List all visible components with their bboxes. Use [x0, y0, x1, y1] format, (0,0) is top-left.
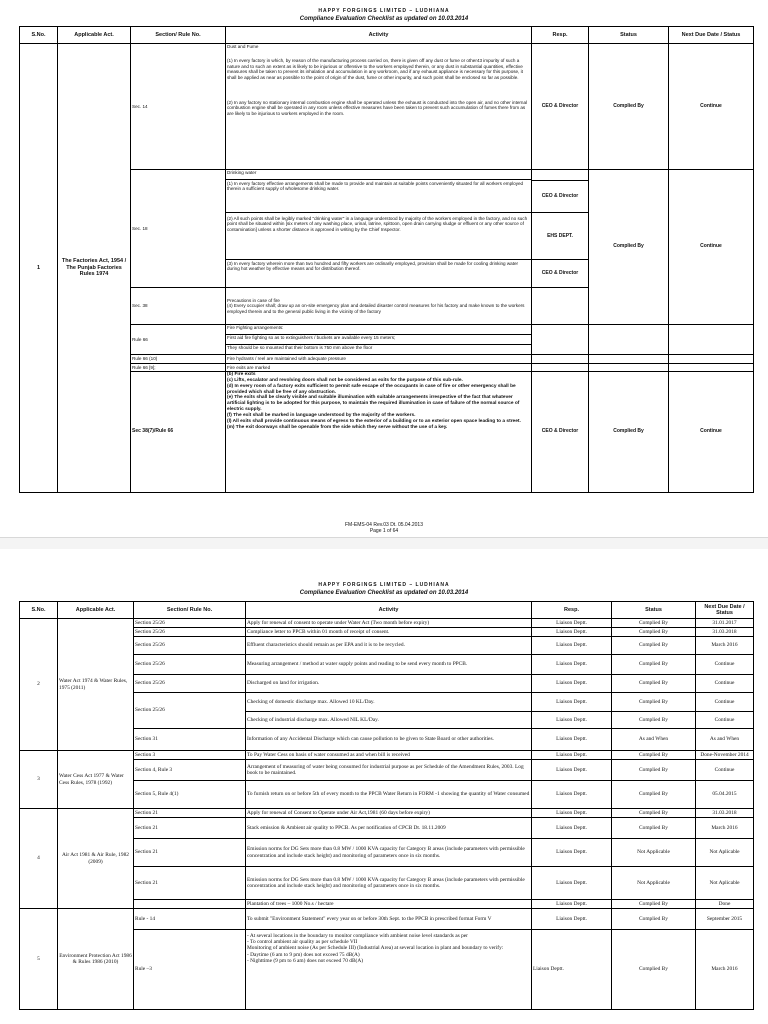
status-cell: Complied By	[589, 44, 669, 170]
col-header-activity: Activity	[226, 27, 532, 44]
status-cell	[589, 364, 669, 372]
col-header-resp: Resp.	[532, 27, 589, 44]
activity-cell	[226, 44, 532, 170]
section-cell: Rule –3	[134, 930, 246, 1010]
next-due-cell: 31.03.2018	[696, 809, 754, 818]
activity-cell	[226, 288, 532, 325]
activity-paragraph: (3) In every factory wherein more than two hundred and fifty workers are ordinarily employed, provision shall be made for cooling drinking water during hot weather by effective means and for distribution thereof.	[227, 261, 519, 272]
next-due-cell: March 2016	[696, 818, 754, 839]
next-due-cell: Done	[696, 900, 754, 909]
resp-cell: Liaison Deptt.	[532, 693, 612, 712]
section-cell: Rule 66 [9];	[131, 364, 226, 372]
page-2	[0, 548, 768, 1024]
sno-cell: 3	[20, 751, 58, 809]
section-cell: Section 25/26	[134, 655, 246, 675]
status-cell	[589, 355, 669, 364]
next-due-cell: Continue	[669, 170, 754, 325]
section-cell: Rule 66	[131, 325, 226, 355]
activity-title: Drinking water	[226, 170, 531, 180]
section-cell: Sec 38(7)/Rule 66	[131, 372, 226, 493]
sno-cell: 5	[20, 909, 58, 1010]
status-cell: Complied By	[612, 751, 696, 760]
act-cell: Environment Protection Act 1986 & Rules 1986 (2010)	[58, 909, 134, 1010]
activity-cell: Arrangement of measuring of water being consumed for industrial purpose as per Schedule of the Amendment Rules, 2003. Log book to be maintained.	[246, 760, 532, 781]
page-number: Page 1 of 64	[369, 528, 399, 535]
activity-cell: Fire exits are marked	[226, 364, 532, 372]
resp-cell: Liaison Deptt.	[532, 655, 612, 675]
activity-title: Dust and Fume	[227, 44, 259, 49]
activity-paragraph: (2) All such points shall be legibly marked "drinking water" in a language understood by majority of the workers employed in the factory, and no such point shall be situated within [six meters of any washing place, urinal, latrine, spittoon, open drain carrying sludge or effluent or any other source of contamination] unless a shorter distance is approved in writing by the Chief Inspector.	[226, 213, 531, 260]
status-cell: Complied By	[612, 930, 696, 1010]
table-row	[20, 751, 754, 760]
activity-line: They should be so mounted that their bottom is 750 mm above the floor	[227, 345, 373, 350]
resp-value: EHS DEPT.	[532, 213, 588, 260]
activity-cell	[226, 325, 532, 355]
activity-line: (m) The exit doorways shall be openable from the side which they serve without the use of a key.	[227, 424, 448, 430]
next-due-cell: Not Aplicable	[696, 867, 754, 900]
col-header-section: Section/ Rule No.	[134, 602, 246, 619]
section-cell: Section 25/26	[134, 637, 246, 655]
activity-cell	[246, 930, 532, 1010]
activity-line: Monitoring of ambient noise (As per Schedule III) (Industrial Area) at several location in plant and boundary to verify:	[247, 945, 504, 952]
resp-cell: Liaison Deptt.	[532, 675, 612, 693]
resp-cell: Liaison Deptt.	[532, 751, 612, 760]
col-header-sno: S.No.	[20, 27, 58, 44]
resp-cell: Liaison Deptt.	[532, 760, 612, 781]
table-row	[20, 809, 754, 818]
table-row	[20, 909, 754, 930]
status-cell: Complied By	[612, 712, 696, 729]
section-cell: Section 25/26	[134, 693, 246, 729]
next-due-cell: Continue	[669, 372, 754, 493]
activity-line: First aid fire fighting so as to extinguishers / buckets are available every 15 meters;	[226, 335, 531, 345]
resp-cell: CEO & Director	[532, 44, 589, 170]
resp-cell: Liaison Deptt.	[532, 809, 612, 818]
next-due-cell: Continue	[696, 675, 754, 693]
activity-cell: Fire hydrants / reel are maintained with adequate pressure	[226, 355, 532, 364]
next-due-cell: Continue	[669, 44, 754, 170]
status-cell: As and When	[612, 729, 696, 751]
resp-cell: Liaison Deptt.	[532, 839, 612, 867]
col-header-activity: Activity	[246, 602, 532, 619]
resp-cell	[532, 355, 589, 364]
company-title: HAPPY FORGINGS LIMITED – LUDHIANA	[318, 8, 450, 14]
resp-cell	[532, 170, 589, 288]
section-cell: Sec. 14	[131, 44, 226, 170]
resp-cell	[532, 364, 589, 372]
checklist-subtitle: Compliance Evaluation Checklist as updated on 10.03.2014	[299, 590, 469, 596]
status-cell: Complied By	[612, 818, 696, 839]
status-cell: Complied By	[612, 809, 696, 818]
col-header-next-due: Next Due Date / Status	[696, 602, 754, 619]
resp-cell: Liaison Deptt.	[532, 818, 612, 839]
next-due-cell: March 2016	[696, 930, 754, 1010]
activity-paragraph: (4) Every occupier shall; draw up an on-site emergency plan and detailed disaster control measures for his factory and make known to the workers employed therein and to the general public living in the vicinity of the factory	[227, 303, 525, 314]
status-cell: Not Applicable	[612, 839, 696, 867]
section-cell: Sec. 18	[131, 170, 226, 288]
resp-cell: Liaison Deptt.	[532, 930, 612, 1010]
table-row	[20, 355, 754, 364]
resp-cell: Liaison Deptt.	[532, 781, 612, 809]
compliance-table-page2	[19, 601, 754, 1010]
activity-line: (f) The exit shall be marked in language understood by the majority of the workers.	[227, 412, 416, 418]
next-due-cell: Continue	[696, 760, 754, 781]
next-due-cell: 31.01.2017	[696, 619, 754, 628]
section-cell: Section 21	[134, 839, 246, 867]
section-cell: Section 31	[134, 729, 246, 751]
resp-cell: Liaison Deptt.	[532, 628, 612, 637]
table-row	[20, 364, 754, 372]
activity-cell: To furnish return on or before 5th of every month to the PPCB Water Return in FORM -1 showing the quantity of Water consumed	[246, 781, 532, 809]
col-header-act: Applicable Act.	[58, 602, 134, 619]
next-due-cell: September 2015	[696, 909, 754, 930]
status-cell: Complied By	[612, 619, 696, 628]
activity-line: Fire Fighting arrangements:	[226, 325, 531, 335]
sno-cell: 2	[20, 619, 58, 751]
act-cell: Water Cess Act 1977 & Water Cess Rules, 1978 (1992)	[58, 751, 134, 809]
checklist-subtitle: Compliance Evaluation Checklist as updated on 10.03.2014	[299, 16, 469, 22]
resp-cell: Liaison Deptt.	[532, 712, 612, 729]
act-cell: Air Act 1981 & Air Rule, 1982 (2009)	[58, 809, 134, 909]
status-cell: Complied By	[612, 637, 696, 655]
status-cell: Complied By	[612, 675, 696, 693]
activity-cell: Checking of industrial discharge max. Allowed NIL KL/Day.	[246, 712, 532, 729]
next-due-cell: Continue	[696, 655, 754, 675]
activity-paragraph: Precautions in case of fire	[227, 297, 280, 303]
status-cell	[589, 325, 669, 355]
status-cell: Not Applicable	[612, 867, 696, 900]
resp-cell: Liaison Deptt.	[532, 637, 612, 655]
status-cell: Complied By	[612, 655, 696, 675]
resp-value: CEO & Director	[541, 269, 579, 276]
next-due-cell: 31.03.2018	[696, 628, 754, 637]
next-due-cell: 05.04.2015	[696, 781, 754, 809]
next-due-cell: Done-November 2014	[696, 751, 754, 760]
status-cell: Complied By	[612, 900, 696, 909]
resp-cell: Liaison Deptt.	[532, 909, 612, 930]
section-cell: Section 25/26	[134, 619, 246, 628]
activity-line: (d) In every room of a factory exits sufficient to permit safe escape of the occupants in case of fire or other emergency shall be provided which shall be free of any obstruction.	[227, 383, 516, 395]
activity-cell: Emission norms for DG Sets more than 0.8 MW / 1000 KVA capacity for Category B areas (include parameters with permissible concentration and include stack height) and monitoring of parameters once in six months.	[246, 839, 532, 867]
activity-cell	[226, 170, 532, 288]
section-cell: Section 21	[134, 818, 246, 839]
activity-line: - Nighttime (9 pm to 6 am) does not exceed 70 dB(A)	[247, 957, 364, 964]
status-cell: Complied By	[612, 781, 696, 809]
activity-cell: Information of any Accidental Discharge which can cause pollution to be given to State Board or other authorities.	[246, 729, 532, 751]
section-cell: Section 21	[134, 809, 246, 818]
company-title: HAPPY FORGINGS LIMITED – LUDHIANA	[318, 582, 450, 588]
activity-cell: Emission norms for DG Sets more than 0.8 MW / 1000 KVA capacity for Category B areas (include parameters with permissible concentration and include stack height) and monitoring of parameters once in six months.	[246, 867, 532, 900]
col-header-resp: Resp.	[532, 602, 612, 619]
resp-value: CEO & Director	[532, 181, 588, 213]
sno-cell: 4	[20, 809, 58, 909]
activity-cell: To Pay Water Cess on basis of water consumed as and when bill is received	[246, 751, 532, 760]
col-header-status: Status	[612, 602, 696, 619]
table-header-row	[20, 27, 754, 44]
activity-line: - To control ambient air quality as per schedule VII	[247, 939, 358, 946]
resp-cell: CEO & Director	[532, 372, 589, 493]
activity-line: (e) The exits shall be clearly visible and suitable illumination with suitable arrangements irrespective of the fact that whatever artificial lighting is to be adopted for this purpose, to maintain the required illumination in case of failure of the normal source of electric supply.	[227, 395, 520, 413]
activity-cell: Apply for renewal of Consent to Operate under Air Act,1981 (60 days before expiry)	[246, 809, 532, 818]
resp-cell	[532, 325, 589, 355]
col-header-sno: S.No.	[20, 602, 58, 619]
next-due-cell	[669, 355, 754, 364]
activity-line: - At several locations in the boundary to monitor compliance with ambient noise level standards as per	[247, 933, 468, 939]
section-cell: Section 3	[134, 751, 246, 760]
activity-paragraph: (1) In every factory effective arrangements shall be made to provide and maintain at suitable points conveniently situated for all workers employed therein a sufficient supply of wholesome drinking water.	[226, 180, 531, 213]
section-cell: Section 25/26	[134, 675, 246, 693]
col-header-status: Status	[589, 27, 669, 44]
next-due-cell: Continue	[696, 693, 754, 712]
status-cell: Complied By	[612, 693, 696, 712]
compliance-table-page1	[19, 26, 754, 493]
next-due-cell: Continue	[696, 712, 754, 729]
col-header-act: Applicable Act.	[58, 27, 131, 44]
status-cell: Complied By	[612, 760, 696, 781]
activity-line: - Daytime (6 am to 9 pm) does not exceed 75 dB(A)	[247, 951, 360, 958]
next-due-cell	[669, 325, 754, 355]
resp-cell: Liaison Deptt.	[532, 619, 612, 628]
col-header-section: Section/ Rule No.	[131, 27, 226, 44]
section-cell: Section 5, Rule 4(1)	[134, 781, 246, 809]
section-cell: Rule - 14	[134, 909, 246, 930]
activity-cell	[226, 372, 532, 493]
activity-line: (c) Lifts, escalator and revolving doors shall not be considered as exits for the purpose of this sub-rule.	[227, 377, 463, 383]
activity-cell: Stack emission & Ambient air quality to PPCB. As per notification of CPCB Dt. 18.11.2009	[246, 818, 532, 839]
resp-cell: Liaison Deptt.	[532, 900, 612, 909]
activity-cell: Discharged on land for irrigation.	[246, 675, 532, 693]
table-row	[20, 170, 754, 288]
activity-paragraph: (1) In every factory in which, by reason of the manufacturing process carried on, there is given off any dust or fume or other43 impurity of such a nature and to such an extent as is likely to be injurious or offensive to the workers employed therein, or any dust in substantial quantities, effective measures shall be taken to prevent its inhalation and accumulation in any workroom, and if any exhaust appliance is necessary for this purpose, it shall be applied as near as possible to the point of origin of the dust, fume or other impurity, and such point shall be enclosed so far as possible.	[227, 58, 523, 80]
resp-cell: Liaison Deptt.	[532, 729, 612, 751]
section-cell: Section 25/26	[134, 628, 246, 637]
activity-line: (b) Fire exits	[227, 372, 256, 377]
activity-cell: Compliance letter to PPCB within 01 month of receipt of consent.	[246, 628, 532, 637]
section-cell: Rule 66 (10)	[131, 355, 226, 364]
next-due-cell: Not Aplicable	[696, 839, 754, 867]
page-footer	[0, 522, 768, 535]
activity-paragraph: (2) In any factory no stationary internal combustion engine shall be operated unless the exhaust is conducted into the open air, and no other internal combustion engine shall be operated in any room unless effective measures have been taken to prevent such accumulation of fumes there from as are likely to be injurious to workers employed in the room.	[227, 100, 528, 116]
section-cell: Section 4, Rule 3	[134, 760, 246, 781]
table-row	[20, 325, 754, 355]
next-due-cell: As and When	[696, 729, 754, 751]
activity-cell: Apply for renewal of consent to operate under Water Act (Two month before expiry)	[246, 619, 532, 628]
table-row	[20, 619, 754, 628]
section-cell	[134, 900, 246, 909]
act-cell: Water Act 1974 & Water Rules, 1975 (2011)	[58, 619, 134, 751]
status-cell: Complied By	[589, 170, 669, 325]
activity-cell: Measuring arrangement / method at water supply points and reading to be send every month to PPCB.	[246, 655, 532, 675]
activity-cell: To submit "Environment Statement" every year on or before 30th Sept. to the PPCB in prescribed format Form V	[246, 909, 532, 930]
resp-cell	[532, 288, 589, 325]
col-header-next-due: Next Due Date / Status	[669, 27, 754, 44]
resp-cell: Liaison Deptt.	[532, 867, 612, 900]
status-cell: Complied By	[589, 372, 669, 493]
table-row	[20, 372, 754, 493]
sno-cell: 1	[20, 44, 58, 493]
status-cell: Complied By	[612, 909, 696, 930]
next-due-cell: March 2016	[696, 637, 754, 655]
table-header-row	[20, 602, 754, 619]
section-cell: Section 21	[134, 867, 246, 900]
activity-cell: Effluent characteristics should remain as per EPA and it is to be recycled.	[246, 637, 532, 655]
activity-cell: Checking of domestic discharge max. Allowed 10 KL/Day.	[246, 693, 532, 712]
section-cell: Sec. 38	[131, 288, 226, 325]
form-reference: FM-EMS-04 Rev.03 Dt. 05.04.2013	[345, 522, 423, 528]
next-due-cell	[669, 364, 754, 372]
activity-cell: Plantation of trees – 1000 No.s / hectare	[246, 900, 532, 909]
act-cell: The Factories Act, 1954 / The Punjab Factories Rules 1974	[58, 44, 131, 493]
table-row	[20, 44, 754, 170]
status-cell: Complied By	[612, 628, 696, 637]
activity-line: (l) All exits shall provide continuous means of egress to the exterior of a building or to an exterior open space leading to a street.	[227, 418, 521, 424]
